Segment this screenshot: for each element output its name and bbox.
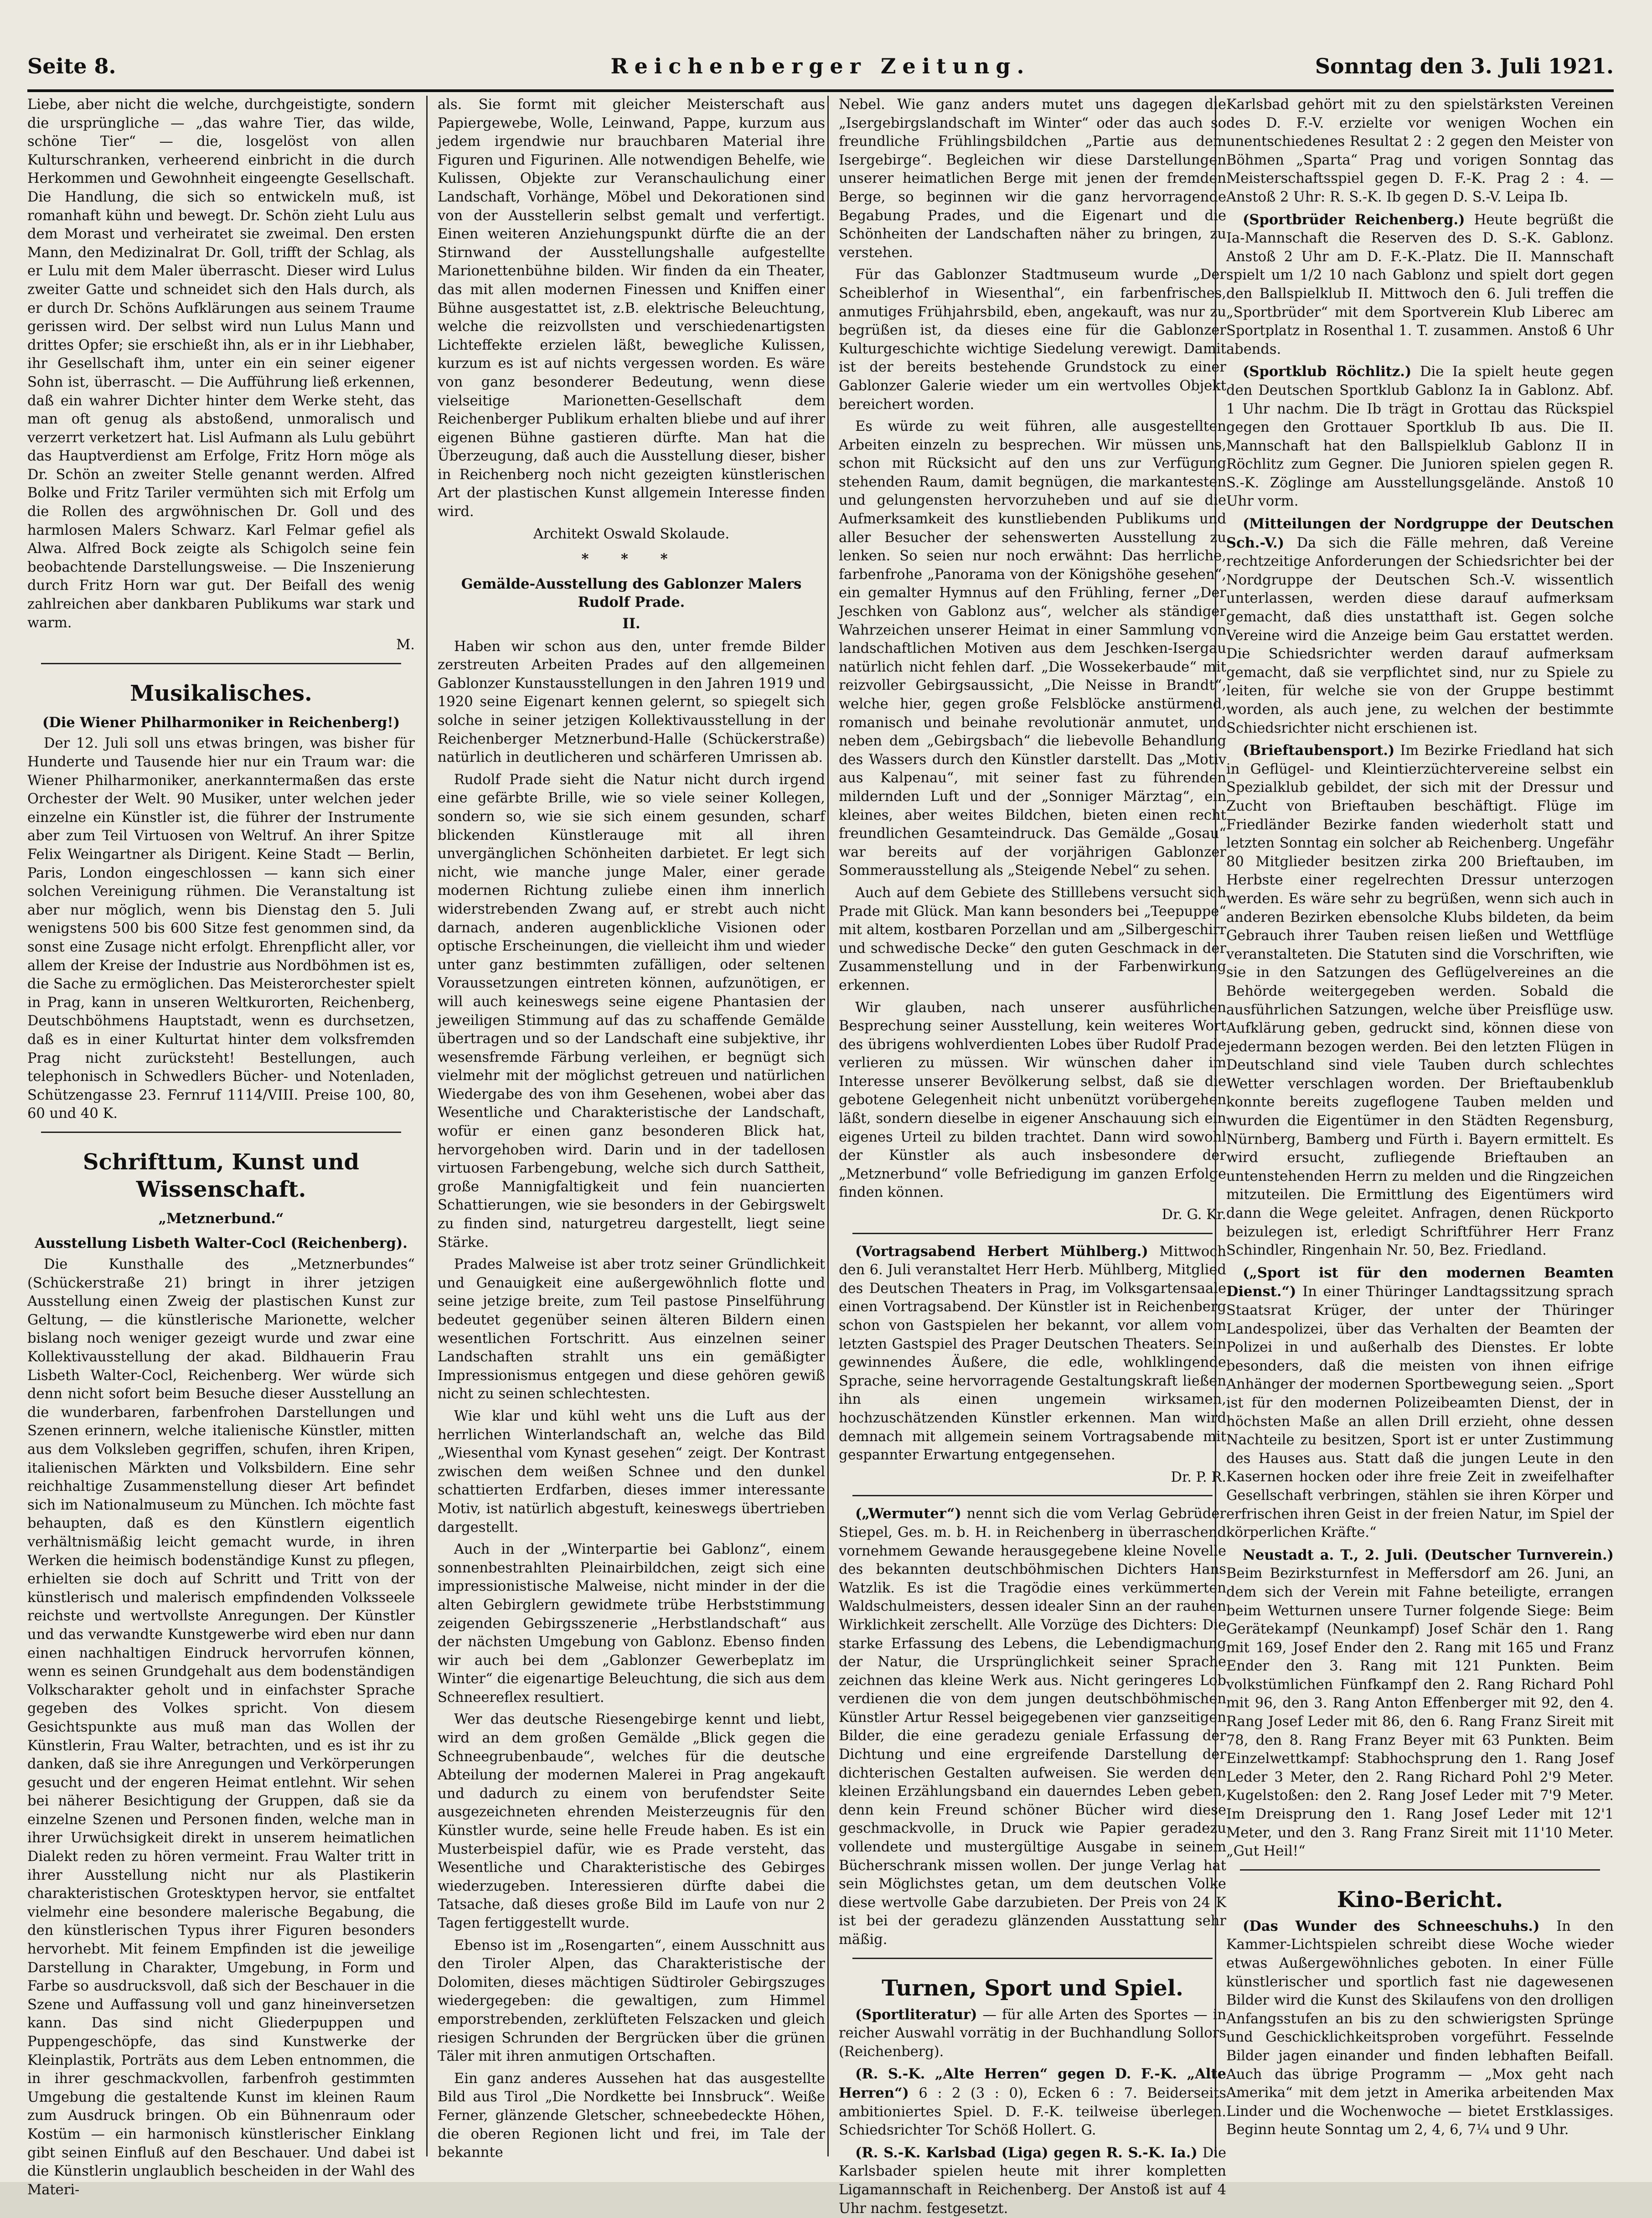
- news-item-heading: („Sport ist für den modernen Beamten Dienst.“): [1226, 1264, 1614, 1300]
- article-subheading: „Metznerbund.“: [158, 1210, 284, 1227]
- article-text: Haben wir schon aus den, unter fremde Bilder zerstreuten Arbeiten Prades auf den allgemeinen Gablonzer Kunstausstellungen in den Jahren 1919 und 1920 seine Eigenart kennen gelernt, so spiegelt sich solche in seiner jetzigen Kollektivausstellung in der Reichenberger Metznerbund-Halle (Schückerstraße) natürlich in deutlicheren und schärferen Umrissen ab.: [438, 638, 825, 766]
- news-item-heading: (Sportbrüder Reichenberg.): [1243, 211, 1465, 228]
- column-1: [27, 96, 415, 2198]
- article-text: Ebenso ist im „Rosengarten“, einem Ausschnitt aus den Tiroler Alpen, das Charakteristische der Dolomiten, dieses mächtigen Südtiroler Gebirgszuges wiedergegeben: die gewaltigen, zum Himmel emporstrebenden, zerklüfteten Felszacken und gleich riesigen Schrunden der Bergrücken über die grünen Täler mit ihren anmutigen Ortschaften.: [438, 1937, 825, 2065]
- news-item-text: Die Karlsbader spielen heute mit ihrer kompletten Ligamannschaft in Reichenberg. Der Anstoß ist auf 4 Uhr nachm. festgesetzt.: [839, 2145, 1226, 2217]
- news-item-text: Beim Bezirksturnfest in Meffersdorf am 26. Juni, an dem sich der Verein mit Fahne beteiligte, errangen beim Wetturnen unsere Turner folgende Siege: Beim Gerätekampf (Neunkampf) Josef Schär den 1. Rang mit 169, Josef Ender den 2. Rang mit 165 und Franz Ender den 3. Rang mit 121 Punkten. Beim volkstümlichen Fünfkampf den 2. Rang Richard Pohl mit 96, den 3. Rang Anton Effenberger mit 92, den 4. Rang Josef Leder mit 86, den 6. Rang Franz Sireit mit 78, den 8. Rang Franz Beyer mit 63 Punkten. Beim Einzelwettkampf: Stabhochsprung den 1. Rang Josef Leder 3 Meter, den 2. Rang Richard Pohl 2'9 Meter. Kugelstoßen: den 2. Rang Josef Leder mit 7'9 Meter. Im Dreisprung den 1. Rang Josef Leder mit 12'1 Meter, und den 3. Rang Franz Sireit mit 11'10 Meter. „Gut Heil!“: [1226, 1566, 1614, 1860]
- news-item-heading: (R. S.-K. Karlsbad (Liga) gegen R. S.-K. Ia.): [855, 2144, 1198, 2161]
- author-signature: Dr. G. Kr.: [1162, 1207, 1226, 1223]
- news-item-heading: (R. S.-K. „Alte Herren“ gegen D. F.-K. „Alte Herren“): [839, 2066, 1226, 2101]
- column-2: [438, 96, 825, 2161]
- column-divider: [827, 96, 829, 2156]
- article-text: als. Sie formt mit gleicher Meisterschaft aus Papiergewebe, Wolle, Leinwand, Pappe, kurzum aus jedem irgendwie nur brauchbaren Material ihre Figuren und Figurinen. Alle notwendigen Behelfe, wie Kulissen, Objekte zur Veranschaulichung einer Landschaft, Vorhänge, Möbel und Dekorationen sind von der Ausstellerin selbst gemalt und verfertigt. Einen weiteren Anziehungspunkt dürfte die an der Stirnwand der Ausstellungshalle aufgestellte Marionettenbühne bilden. Wir finden da ein Theater, das mit allen modernen Finessen und Kniffen einer Bühne ausgestattet ist, z.B. elektrische Beleuchtung, welche die reizvollsten und verschiedenartigsten Lichteffekte erzielen läßt, bewegliche Kulissen, kurzum es ist auf nichts vergessen worden. Es wäre von ganz besonderer Bedeutung, wenn diese vielseitige Marionetten-Gesellschaft dem Reichenberger Publikum erhalten bliebe und auf ihrer eigenen Bühne gastieren dürfte. Man hat die Überzeugung, daß auch die Ausstellung dieser, bisher in Reichenberg noch nicht gezeigten künstlerischen Art der plastischen Kunst allgemein Interesse finden wird.: [438, 97, 825, 520]
- column-3: [839, 96, 1227, 2217]
- author-signature: M.: [396, 637, 415, 653]
- article-subheading: Gemälde-Ausstellung des Gablonzer Malers Rudolf Prade.: [461, 575, 802, 611]
- article-subheading: (Die Wiener Philharmoniker in Reichenberg!): [42, 714, 400, 731]
- divider: [852, 1495, 1213, 1496]
- news-item-text: Im Bezirke Friedland hat sich in Geflügel- und Kleintierzüchtervereine selbst ein Spezialklub gebildet, der sich mit der Dressur und Zucht von Brieftauben beschäftigt. Flüge im Friedländer Bezirke fanden wiederholt statt und letzten Sonntag ein solcher ab Reichenberg. Ungefähr 80 Mitglieder besitzen zirka 200 Brieftauben, im Herbste einer regelrechten Dressur unterzogen werden. Es wäre sehr zu begrüßen, wenn sich auch in anderen Bezirken ebensolche Klubs bildeten, da beim Gebrauch ihrer Tauben reisen ließen und Wettflüge veranstalteten. Die Statuten sind die Vorschriften, wie sie in den Satzungen des Geflügelvereines an die Behörde weitergegeben werden. Sobald die ausführlichen Satzungen, welche über Preisflüge usw. Aufklärung geben, gedruckt sind, können diese von jedermann bezogen werden. Bei den letzten Flügen in Deutschland sind viele Tauben durch schlechtes Wetter verschlagen worden. Der Brieftaubenklub konnte bereits zugeflogene Tauben melden und wurden die Eigentümer in den Städten Regensburg, Nürnberg, Bamberg und Fürth i. Bayern ermittelt. Es wird ersucht, zufliegende Brieftauben an untenstehenden Herrn zu melden und die Ringzeichen mitzuteilen. Die Ermittlung des Eigentümers wird dann die Wege geleitet. Anfragen, denen Rückporto beizulegen ist, erledigt Schriftführer Herr Franz Schindler, Ringenhain Nr. 50, Bez. Friedland.: [1226, 743, 1614, 1259]
- column-4: [1226, 96, 1614, 2156]
- article-text: Wir glauben, nach unserer ausführlichen Besprechung seiner Ausstellung, kein weiteres Wort des übrigens wohlverdienten Lobes über Rudolf Prade verlieren zu müssen. Wir wünschen daher im Interesse unserer Bevölkerung selbst, daß sie die gebotene Gelegenheit nicht unbenützt vorübergehen läßt, sondern dieselbe in eigener Anschauung sich ein eigenes Urteil zu bilden trachtet. Dann wird sowohl der Künstler als auch insbesondere der „Metznerbund“ volle Befriedigung im ganzen Erfolge finden können.: [839, 999, 1226, 1201]
- article-text: Nebel. Wie ganz anders mutet uns dagegen die „Isergebirgslandschaft im Winter“ oder das auch so freundliche Frühlingsbildchen „Partie aus dem Isergebirge“. Begleichen wir diese Darstellungen unserer heimatlichen Berge mit jenen der fremden Berge, so beginnen wir die ganz hervorragende Begabung Prades, und die Eigenart und die Schönheiten der Landschaften näher zu bringen, zu verstehen.: [839, 97, 1226, 261]
- news-item-heading: (Mitteilungen der Nordgruppe der Deutschen Sch.-V.): [1226, 516, 1614, 551]
- column-divider: [426, 96, 428, 2156]
- article-text: Wie klar und kühl weht uns die Luft aus der herrlichen Winterlandschaft an, welche das Bild „Wiesenthal vom Kynast gesehen“ zeigt. Der Kontrast zwischen dem weißen Schnee und den dunkel schattierten Erdfarben, dieses immer interessante Motiv, ist natürlich abgestuft, keineswegs übertrieben dargestellt.: [438, 1408, 825, 1536]
- article-text: Für das Gablonzer Stadtmuseum wurde „Der Scheiblerhof in Wiesenthal“, ein farbenfrisches, anmutiges Frühjahrsbild, eben, angekauft, was nur zu begrüßen ist, da dieses eine für die Gablonzer Kulturgeschichte wichtige Siedelung verewigt. Damit ist der bereits bestehende Grundstock zu einer Gablonzer Galerie wieder um ein wertvolles Objekt bereichert worden.: [839, 267, 1226, 413]
- article-text: Der 12. Juli soll uns etwas bringen, was bisher für Hunderte und Tausende hier nur ein Traum war: die Wiener Philharmoniker, anerkanntermaßen das erste Orchester der Welt. 90 Musiker, unter welchen jeder einzelne ein Künstler ist, die führer der Instrumente aber zum Teil Virtuosen von Weltruf. An ihrer Spitze Felix Weingartner als Dirigent. Keine Stadt — Berlin, Paris, London eingeschlossen — kann sich einer solchen Vereinigung rühmen. Die Veranstaltung ist aber nur möglich, wenn bis Dienstag den 5. Juli wenigstens 500 bis 600 Sitze fest genommen sind, da sonst eine Zusage nicht erfolgt. Ehrenpflicht aller, vor allem der Kreise der Industrie aus Nordböhmen ist es, die Sache zu ermöglichen. Das Meisterorchester spielt in Prag, kann in unseren Weltkurorten, Reichenberg, Deutschböhmens Hauptstadt, wenn es durchsetzen, daß es in einer Kulturtat hinter dem volksfremden Prag nicht zurücksteht! Bestellungen, auch telephonisch in Schwedlers Bücher- und Notenladen, Schützengasse 23. Fernruf 1114/VIII. Preise 100, 80, 60 und 40 K.: [27, 735, 415, 1122]
- news-item-text: In einer Thüringer Landtagssitzung sprach Staatsrat Krüger, der unter der Thüringer Landespolizei, über das Verhalten der Beamten der Polizei in und außerhalb des Dienstes. Er lobte besonders, daß die meisten von ihnen eifrige Anhänger der modernen Sportbewegung seien. „Sport ist für den modernen Polizeibeamten Dienst, der in höchsten Maße an allen Drill erzieht, ohne dessen Nachteile zu besitzen, Sport ist er unter Zustimmung des Hauses aus. Statt daß die jungen Leute in den Kasernen hocken oder ihre freie Zeit in zweifelhafter Gesellschaft verbringen, stählen sie ihren Körper und erfrischen ihren Geist in der freien Natur, im Spiel der körperlichen Kräfte.“: [1226, 1284, 1614, 1541]
- news-item: [1226, 1264, 1614, 1542]
- section-separator: * * *: [581, 551, 681, 568]
- article-text: Die Kunsthalle des „Metznerbundes“ (Schückerstraße 21) bringt in ihrer jetzigen Ausstellung einen Zweig der plastischen Kunst zur Geltung, — die künstlerische Marionette, welcher bislang noch weniger gezeigt wurde und zwar eine Kollektivausstellung der akad. Bildhauerin Frau Lisbeth Walter-Cocl, Reichenberg. Wer würde sich denn nicht sofort beim Besuche dieser Ausstellung an die wunderbaren, farbenfrohen Darstellungen und Szenen erinnern, welche italienische Künstler, mitten aus dem Volksleben gegriffen, schufen, ihren Kripen, italienischen Märkten und Volksbildern. Eine sehr reichhaltige Zusammenstellung dieser Art befindet sich im Nationalmuseum zu München. Ich möchte fast behaupten, daß es den Künstlern eigentlich verhältnismäßig leicht gemacht wurde, in ihren Werken die heimisch bodenständige Kunst zu pflegen, erhielten sie doch auf Schritt und Tritt von der künstlerisch und malerisch empfindenden Volksseele reichste und wertvollste Anregungen. Der Künstler und das verwandte Kunstgewerbe wird eben nur dann einen nachhaltigen Eindruck hervorrufen können, wenn es seinen Grundgehalt aus dem bodenständigen Volkscharakter geholt und in einfachster Sprache gegeben des Volkes spricht. Von diesem Gesichtspunkte aus muß man das Wollen der Künstlerin, Frau Walter, betrachten, und es ist ihr zu danken, daß sie ihre Anregungen und Verkörperungen gesucht und der engeren Heimat entlehnt. Wir sehen bei näherer Besichtigung der Gruppen, daß sie da einzelne Szenen und Personen finden, welche man in ihrer Urwüchsigkeit direkt in unserem heimatlichen Dialekt reden zu hören vermeint. Frau Walter tritt in ihrer Ausstellung nicht nur als Plastikerin charakteristischen Grotesktypen hervor, sie entfaltet vielmehr eine besondere malerische Begabung, die den künstlerischen Typus ihrer Figuren besonders hervorhebt. Mit feinem Empfinden ist die jeweilige Darstellung in Charakter, Umgebung, in Form und Farbe so ausdrucksvoll, daß sich der Beschauer in die Szene und Auffassung voll und ganz hineinversetzen kann. Das sind nicht Gliederpuppen und Puppengeschöpfe, das sind Kunstwerke der Kleinplastik, Porträts aus dem Leben entnommen, die in ihrer geschmackvollen, farbenfroh gestimmten Umgebung die gestaltende Kunst im kleinen Raum zum Ausdruck bringen. Ob ein Bühnenraum oder Kostüm — ein harmonisch künstlerischer Einklang gibt seinen Einfluß auf den Beschauer. Und dabei ist die Künstlerin unglaublich bescheiden in der Wahl des Materi-: [27, 1256, 415, 2198]
- section-heading-musik: Musikalisches.: [130, 680, 312, 706]
- newspaper-title: Reichenberger Zeitung.: [610, 54, 1031, 78]
- author-signature: Dr. P. R.: [1171, 1469, 1226, 1485]
- article-text: Prades Malweise ist aber trotz seiner Gründlichkeit und Genauigkeit eine außergewöhnlich flotte und seine jetzige breite, zum Teil pastose Pinselführung bedeutet gegenüber seinen älteren Bildern einen wesentlichen Fortschritt. Aus einzelnen seiner Landschaften strahlt uns ein gemäßigter Impressionismus entgegen und diese gehören gewiß nicht zu seinen schlechtesten.: [438, 1256, 825, 1402]
- divider: [852, 1958, 1213, 1959]
- news-item-heading: (Das Wunder des Schneeschuhs.): [1243, 1918, 1540, 1934]
- news-item-text: Mittwoch den 6. Juli veranstaltet Herr Herb. Mühlberg, Mitglied des Deutschen Theaters in Prag, im Volksgartensaale einen Vortragsabend. Der Künstler ist in Reichenberg schon von Gastspielen her bekannt, vor allem vom letzten Gastspiel des Prager Deutschen Theaters. Sein gewinnendes Äußere, die edle, wohlklingende Sprache, seine hervorragende Gestaltungskraft ließen ihn als einen ungemein wirksamen, hochzuschätzenden Künstler erkennen. Man wird demnach mit allgemein seinem Vortragsabende mit gespannter Erwartung entgegensehen.: [839, 1243, 1226, 1463]
- news-item-heading: (Vortragsabend Herbert Mühlberg.): [855, 1243, 1148, 1260]
- news-item: [839, 2065, 1226, 2140]
- news-item-text: 6 : 2 (3 : 0), Ecken 6 : 7. Beiderseits ambitioniertes Spiel. D. F.-K. teilweise überlegen. Schiedsrichter Tor Schöß Hollert. G.: [839, 2085, 1227, 2139]
- news-item: [1226, 1917, 1614, 2140]
- issue-date: Sonntag den 3. Juli 1921.: [1315, 54, 1614, 78]
- news-item: [1226, 211, 1614, 359]
- news-item-text: Da sich die Fälle mehren, daß Vereine rechtzeitige Anforderungen der Schiedsrichter bei der Nordgruppe der Deutschen Sch.-V. wissentlich unterlassen, werden diese darauf aufmerksam gemacht, daß dies unstatthaft ist. Gegen solche Vereine wird die Anzeige beim Gau erstattet werden. Die Schiedsrichter werden darauf aufmerksam gemacht, daß sie verpflichtet sind, nur zu Spiele zu leiten, für welche sie von der Gruppe bestimmt worden, als auch jene, zu welchen der bestimmte Schiedsrichter nicht erschienen ist.: [1226, 535, 1614, 736]
- section-heading-schrifttum: Schrifttum, Kunst und Wissenschaft.: [83, 1149, 360, 1202]
- news-item-text: — für alle Arten des Sportes — in reicher Auswahl vorrätig in der Buchhandlung Sollors (Reichenberg).: [839, 2006, 1226, 2060]
- masthead: [27, 54, 1614, 86]
- article-text: Auch in der „Winterpartie bei Gablonz“, einem sonnenbestrahlten Pleinairbildchen, zeigt sich eine impressionistische Malweise, nicht minder in der die alten Gebirglern gewidmete trübe Herbststimmung zeigenden Gebirgsszenerie „Herbstlandschaft“ aus der nächsten Umgebung von Gablonz. Ebenso finden wir auch bei dem „Gablonzer Gewerbeplatz im Winter“ die eigenartige Beleuchtung, die sich aus dem Schneereflex resultiert.: [438, 1541, 825, 1706]
- news-item: [1226, 741, 1614, 1260]
- author-signature: Architekt Oswald Skolaude.: [533, 526, 730, 542]
- news-item-text: nennt sich die vom Verlag Gebrüder Stiepel, Ges. m. b. H. in Reichenberg in überraschend vornehmem Gewande herausgegebene kleine Novelle des bekannten deutschböhmischen Dichters Hans Watzlik. Es ist die Tragödie eines verkümmerten Waldschulmeisters, dessen idealer Sinn an der rauhen Wirklichkeit zerschellt. Alle Vorzüge des Dichters: Die starke Erfassung des Lebens, die Lebendigmachung der Natur, die Ursprünglichkeit seiner Sprache zeichnen das kleine Werk aus. Nicht geringeres Lob verdienen die von dem jungen deutschböhmischen Künstler Artur Ressel beigegebenen vier ganzseitigen Bilder, die eine geradezu geniale Erfassung der Dichtung und eine ergreifende Darstellung der dichterischen Gestalten aufweisen. Sie werden den kleinen Erzählungsband ein dauerndes Leben geben, denn kein Freund schöner Bücher wird diese geschmackvolle, in Druck wie Papier geradezu vollendete und mustergültige Ausgabe in seinem Bücherschrank missen wollen. Der junge Verlag hat sein Möglichstes getan, um dem deutschen Volke diese wertvolle Gabe darzubieten. Der Preis von 24 K ist bei der geradezu glänzenden Ausstattung sehr mäßig.: [839, 1506, 1226, 1948]
- article-text: Karlsbad gehört mit zu den spielstärksten Vereinen des D. F.-V. erzielte vor wenigen Wochen ein unentschiedenes Resultat 2 : 2 gegen den Meister von Böhmen „Sparta“ Prag und vorigen Sonntag das Meisterschaftsspiel gegen D. F.-K. Prag 2 : 4. — Anstoß 2 Uhr: R. S.-K. Ib gegen D. S.-V. Leipa Ib.: [1226, 97, 1614, 205]
- divider: [1240, 1869, 1600, 1871]
- divider: [41, 663, 401, 664]
- news-item: [839, 2144, 1226, 2218]
- article-text: Liebe, aber nicht die welche, durchgeistigte, sondern die ursprüngliche — „das wahre Tier, das wilde, schöne Tier“ — die, losgelöst von allen Kulturschranken, verheerend einbricht in die durch Herkommen und Gewohnheit eingeengte Gesellschaft. Die Handlung, die sich so entwickeln muß, ist romanhaft kühn und bewegt. Dr. Schön zieht Lulu aus dem Morast und verheiratet sie zweimal. Den ersten Mann, den Medizinalrat Dr. Goll, trifft der Schlag, als er Lulu mit dem Maler überrascht. Dieser wird Lulus zweiter Gatte und schneidet sich den Hals durch, als er durch Dr. Schöns Aufklärungen aus seinem Traume gerissen wird. Der selbst wird nun Lulus Mann und drittes Opfer; sie erschießt ihn, als er in ihr Liebhaber, ihr Gesellschaft ihm, unter ein ein seiner eigener Sohn ist, überrascht. — Die Aufführung ließ erkennen, daß ein wahrer Dichter hinter dem Werke steht, das man oft genug als abstoßend, unmoralisch und verzerrt verketzert hat. Lisl Aufmann als Lulu gebührt das Hauptverdienst am Erfolge, Fritz Horn möge als Dr. Schön an zweiter Stelle genannt werden. Alfred Bolke und Fritz Tariler vermühten sich mit Erfolg um die Rollen des argwöhnischen Dr. Goll und des harmlosen Malers Schwarz. Karl Felmar gefiel als Alwa. Alfred Bock zeigte als Schigolch seine fein beobachtende Darstellungsweise. — Die Inszenierung durch Fritz Horn war gut. Der Beifall des wenig zahlreichen aber dankbaren Publikums war stark und warm.: [27, 97, 415, 631]
- article-part-number: II.: [622, 615, 640, 632]
- article-text: Ein ganz anderes Aussehen hat das ausgestellte Bild aus Tirol „Die Nordkette bei Innsbruck“. Weiße Ferner, glänzende Gletscher, schneebedeckte Höhen, die oberen Regionen licht und frei, im Tale der bekannte: [438, 2070, 825, 2161]
- article-subheading: Ausstellung Lisbeth Walter-Cocl (Reichenberg).: [35, 1235, 408, 1252]
- section-heading-turnen: Turnen, Sport und Spiel.: [882, 1975, 1183, 2001]
- news-item-heading: (Brieftaubensport.): [1243, 742, 1395, 759]
- news-item-text: Die Ia spielt heute gegen den Deutschen Sportklub Gablonz Ia in Gablonz. Abf. 1 Uhr nachm. Die Ib trägt in Grottau das Rückspiel gegen den Grottauer Sportklub Ib aus. Die II. Mannschaft hat den Ballspielklub Gablonz II in Röchlitz zum Gegner. Die Junioren spielen gegen R. S.-K. Zöglinge am Ausstellungsgelände. Anstoß 10 Uhr vorm.: [1226, 364, 1614, 510]
- news-item-text: Heute begrüßt die Ia-Mannschaft die Reserven des D. S.-K. Gablonz. Anstoß 2 Uhr am D. F.-K.-Platz. Die II. Mannschaft spielt um 1/2 10 nach Gablonz und spielt dort gegen den Ballspielklub II. Mittwoch den 6. Juli treffen die „Sportbrüder“ mit dem Sportverein Klub Liberec am Sportplatz in Rosenthal 1. T. zusammen. Anstoß 6 Uhr abends.: [1226, 212, 1614, 357]
- news-item: [839, 1242, 1226, 1465]
- article-text: Wer das deutsche Riesengebirge kennt und liebt, wird an dem großen Gemälde „Blick gegen die Schneegrubenbaude“, welches für die deutsche Abteilung der modernen Malerei in Prag angekauft und dadurch zu einem von berufendster Seite ausgezeichneten ehrenden Meisterzeugnis für den Künstler wurde, seine helle Freude haben. Es ist ein Musterbeispiel dafür, wie es Prade versteht, das Wesentliche und Charakteristische des Gebirges wiederzugeben. Interessieren dürfte dabei die Tatsache, daß dieses große Bild im Laufe von nur 2 Tagen fertiggestellt wurde.: [438, 1711, 825, 1931]
- news-item-heading: („Wermuter“): [855, 1505, 961, 1522]
- article-text: Auch auf dem Gebiete des Stilllebens versucht sich Prade mit Glück. Man kann besonders bei „Teepuppe“ mit altem, kostbaren Porzellan und am „Silbergeschirr und schwedische Decke“ den guten Geschmack in der Zusammenstellung und in der Farbenwirkung erkennen.: [839, 884, 1226, 993]
- article-text: Rudolf Prade sieht die Natur nicht durch irgend eine gefärbte Brille, wie so viele seiner Kollegen, sondern so, wie sie sich einem gesunden, scharf blickenden Künstlerauge mit all ihren unvergänglichen Schönheiten darbietet. Er legt sich nicht, wie manche junge Maler, einer gerade modernen Richtung zuliebe einen ihm innerlich widerstrebenden Zwang auf, er strebt auch nicht darnach, anderen augenblickliche Visionen oder optische Erscheinungen, die vielleicht ihm und wieder unter ganz bestimmten zufälligen, oder seltenen Voraussetzungen eintreten können, aufzunötigen, er will auch keineswegs seine eigene Phantasien der jeweiligen Stimmung auf das zu schaffende Gemälde übertragen und so der Landschaft eine subjektive, ihr wesensfremde Färbung verleihen, er begnügt sich vielmehr mit der möglichst getreuen und natürlichen Wiedergabe des von ihm Gesehenen, wobei aber das Wesentliche und Charakteristische der Landschaft, wofür er einen ganz besonderen Blick hat, hervorgehoben wird. Darin und in der tadellosen virtuosen Farbengebung, welche sich durch Sattheit, große Mannigfaltigkeit und fein nuancierten Schattierungen, wie sie besonders in der Gebirgswelt zu finden sind, naturgetreu dargestellt, liegt seine Stärke.: [438, 771, 825, 1251]
- divider: [852, 1233, 1213, 1234]
- news-item: [1226, 1546, 1614, 1861]
- news-item-text: In den Kammer-Lichtspielen schreibt diese Woche wieder etwas Außergewöhnliches geboten. In einer Fülle künstlerischer und sportlich fast nie dagewesenen Bilder wird die Kunst des Skilaufens von den drolligen Anfangsstufen an bis zu den schwierigsten Sprünge und Geschicklichkeitsproben vorgeführt. Fesselnde Bilder jagen einander und finden lebhaften Beifall. Auch das übrige Programm — „Mox geht nach Amerika“ mit dem jetzt in Amerika arbeitenden Max Linder und die Wochenwoche — bietet Erstklassiges. Beginn heute Sonntag um 2, 4, 6, 7¼ und 9 Uhr.: [1226, 1918, 1614, 2138]
- section-heading-kino: Kino-Bericht.: [1337, 1887, 1503, 1913]
- news-item: [1226, 515, 1614, 738]
- page-number: Seite 8.: [27, 54, 116, 78]
- news-item: [839, 2006, 1226, 2062]
- article-text: Es würde zu weit führen, alle ausgestellten Arbeiten einzeln zu besprechen. Wir müssen uns, schon mit Rücksicht auf den uns zur Verfügung stehenden Raum, damit begnügen, die markantesten und gelungensten hervorzuheben und auf sie die Aufmerksamkeit des kunstliebenden Publikums und aller Besucher der sehenswerten Ausstellung zu lenken. So seien nur noch erwähnt: Das herrliche, farbenfrohe „Panorama von der Königshöhe gesehen“, ein gemalter Hymnus auf den Frühling, ferner „Der Jeschken von Gablonz aus“, welcher als ständiger Wahrzeichen unserer Heimat in einer Sammlung von landschaftlichen Motiven aus dem Jeschken-Isergau natürlich nicht fehlen darf. „Die Wossekerbaude“ mit reizvoller Gebirgsaussicht, „Die Neisse in Brandt“, welche hier, gegen große Felsblöcke anstürmend, romanisch und beinahe revolutionär anmutet, und neben dem „Gebirgsbach“ die liebevolle Behandlung des Wassers durch den Künstler darstellt. Das „Motiv aus Kalpenau“, mit seiner fast zu führenden mildernden Luft und der „Sonniger Märztag“, ein kleines, aber weites Bildchen, bieten einen recht freundlichen Gesamteindruck. Das Gemälde „Gosau“ war bereits auf der vorjährigen Gablonzer Sommerausstellung als „Steigende Nebel“ zu sehen.: [839, 419, 1226, 879]
- news-item-heading: (Sportklub Röchlitz.): [1243, 363, 1412, 380]
- news-item-heading: Neustadt a. T., 2. Juli. (Deutscher Turnverein.): [1243, 1546, 1614, 1563]
- divider: [41, 1132, 401, 1133]
- news-item: [839, 1505, 1226, 1949]
- news-item-heading: (Sportliteratur): [855, 2006, 977, 2023]
- masthead-rule: [27, 89, 1614, 92]
- news-item: [1226, 362, 1614, 511]
